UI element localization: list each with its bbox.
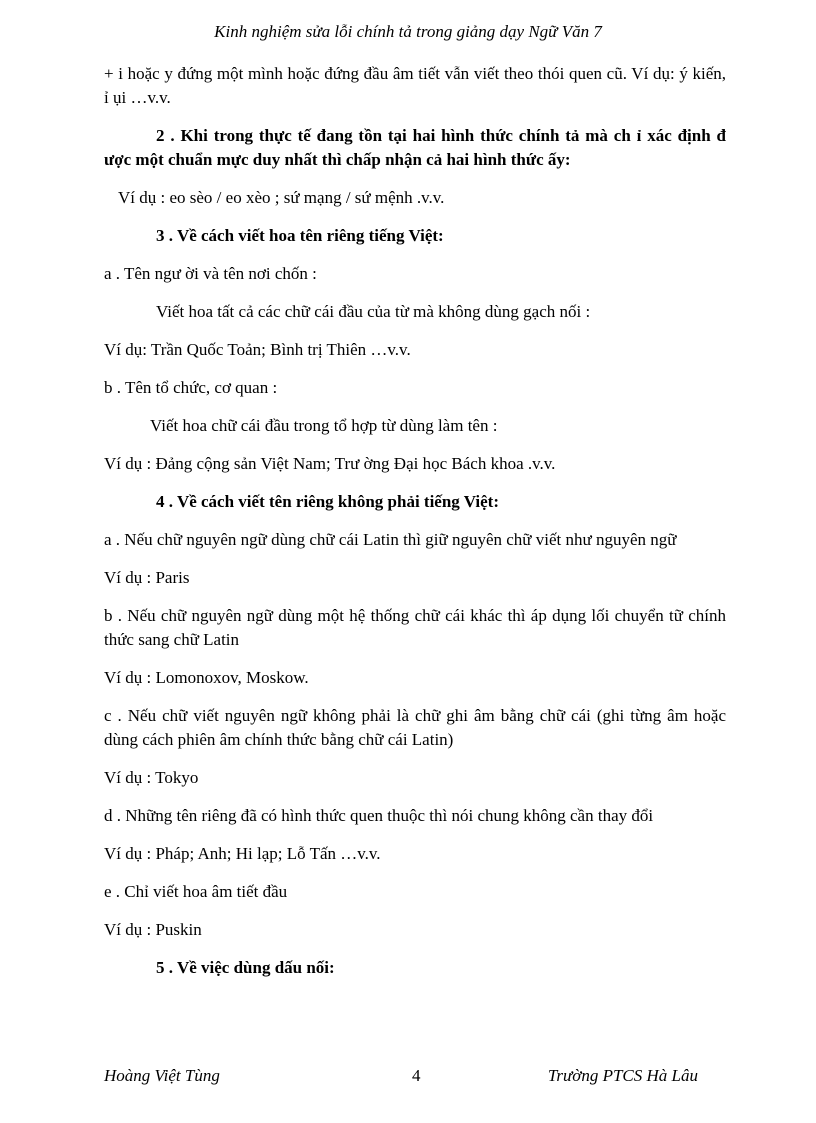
section-heading-2: 2 . Khi trong thực tế đang tồn tại hai hình thức chính tả mà ch ỉ xác định đ ược một chuẩn mực duy nhất thì chấp nhận cả hai hình thức ấy: (104, 126, 726, 169)
example-4b: Ví dụ : Lomonoxov, Moskow. (104, 668, 309, 687)
rule-3b: Viết hoa chữ cái đầu trong tổ hợp từ dùng làm tên : (150, 416, 498, 435)
page-content (104, 62, 726, 994)
example-3b: Ví dụ : Đảng cộng sản Việt Nam; Trư ờng Đại học Bách khoa .v.v. (104, 454, 556, 473)
paragraph-vowel-rule: + i hoặc y đứng một mình hoặc đứng đầu âm tiết vẫn viết theo thói quen cũ. Ví dụ: ý kiến, ỉ ụi …v.v. (104, 64, 726, 107)
subsection-3a: a . Tên ngư ời và tên nơi chốn : (104, 264, 317, 283)
rule-3a: Viết hoa tất cả các chữ cái đầu của từ mà không dùng gạch nối : (156, 302, 591, 321)
subsection-4a: a . Nếu chữ nguyên ngữ dùng chữ cái Latin thì giữ nguyên chữ viết như nguyên ngữ (104, 530, 677, 549)
example-3a: Ví dụ: Trần Quốc Toản; Bình trị Thiên …v.v. (104, 340, 411, 359)
page-number: 4 (412, 1066, 421, 1085)
footer-author: Hoàng Việt Tùng (104, 1066, 220, 1085)
footer-school: Trường PTCS Hà Lâu (547, 1066, 698, 1085)
example-section-2: Ví dụ : eo sèo / eo xèo ; sứ mạng / sứ mệnh .v.v. (118, 188, 445, 207)
page-header: Kinh nghiệm sửa lỗi chính tả trong giảng dạy Ngữ Văn 7 (214, 22, 602, 41)
subsection-3b: b . Tên tổ chức, cơ quan : (104, 378, 278, 397)
section-heading-3: 3 . Về cách viết hoa tên riêng tiếng Việt: (156, 226, 444, 245)
subsection-4e: e . Chỉ viết hoa âm tiết đầu (104, 882, 288, 901)
subsection-4b: b . Nếu chữ nguyên ngữ dùng một hệ thống chữ cái khác thì áp dụng lối chuyển tữ chính thức sang chữ Latin (104, 606, 726, 649)
example-4a: Ví dụ : Paris (104, 568, 190, 587)
subsection-4c: c . Nếu chữ viết nguyên ngữ không phải là chữ ghi âm bằng chữ cái (ghi từng âm hoặc dùng cách phiên âm chính thức bằng chữ cái Latin) (104, 706, 726, 749)
example-4d: Ví dụ : Pháp; Anh; Hi lạp; Lỗ Tấn …v.v. (104, 844, 381, 863)
section-heading-5: 5 . Về việc dùng dấu nối: (156, 958, 335, 977)
subsection-4d: d . Những tên riêng đã có hình thức quen thuộc thì nói chung không cần thay đổi (104, 806, 654, 825)
section-heading-4: 4 . Về cách viết tên riêng không phải tiếng Việt: (156, 492, 499, 511)
example-4e: Ví dụ : Puskin (104, 920, 202, 939)
example-4c: Ví dụ : Tokyo (104, 768, 199, 787)
